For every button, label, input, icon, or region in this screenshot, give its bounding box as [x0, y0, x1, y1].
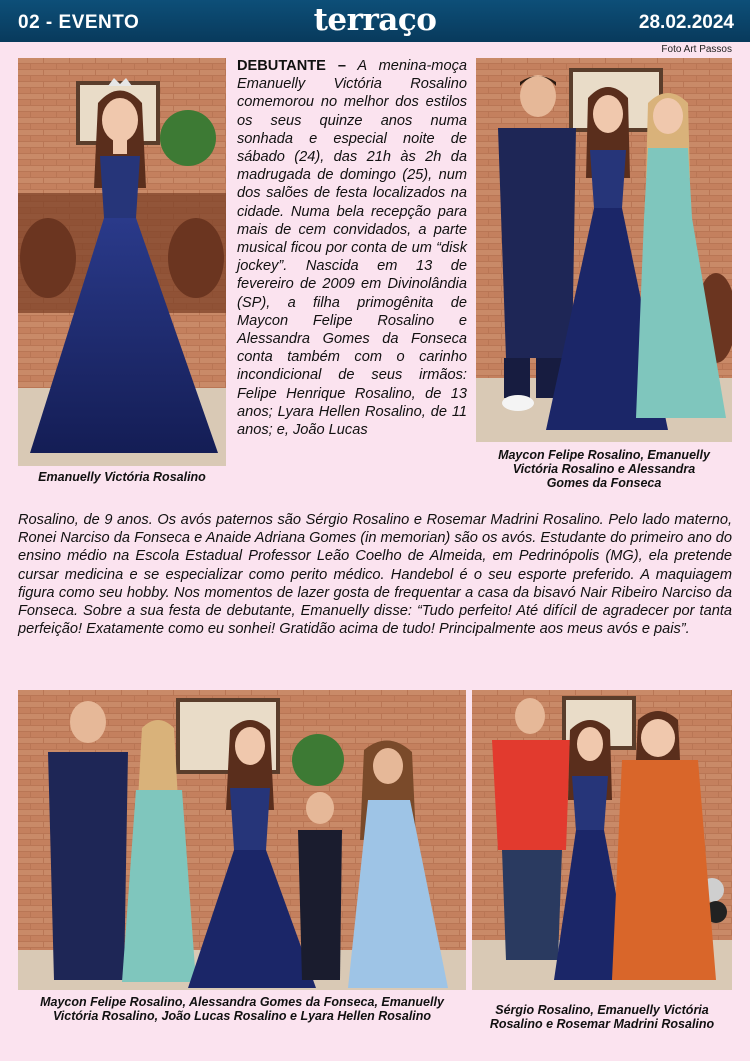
photo-family	[18, 690, 466, 990]
page-header	[0, 0, 750, 42]
photo-grandparents	[472, 690, 732, 990]
article-column-text: A menina-moça Emanuelly Victória Rosalino comemorou no melhor dos estilos os seus quinze anos numa sonhada e especial noite de sábado (24), das 21h às 2h da madrugada de domingo (25), num dos salões de festa localizados na cidade. Numa bela recepção para mais de cem convidados, a parte musical ficou por conta de um “disk jockey”. Nascida em 13 de fevereiro de 2009 em Divinolândia (SP), a filha primogênita de Maycon Felipe Rosalino e Alessandra Gomes da Fonseca conta também com o carinho incondicional de seus irmãos: Felipe Henrique Rosalino, de 13 anos; Lyara Hellen Rosalino, de 11 anos; e, João Lucas	[237, 58, 467, 439]
grandparents-photo-image	[472, 690, 732, 990]
photo-parents-debutante	[476, 58, 732, 442]
issue-date: 28.02.2024	[638, 12, 734, 33]
debutante-photo-image	[18, 58, 226, 466]
article-lead: DEBUTANTE –	[237, 58, 346, 74]
caption-photo3: Maycon Felipe Rosalino, Alessandra Gomes da Fonseca, Emanuelly Victória Rosalino, João Lucas Rosalino e Lyara Hellen Rosalino	[40, 995, 444, 1023]
newspaper-logo: terraço	[313, 2, 437, 38]
caption-photo4: Sérgio Rosalino, Emanuelly Victória Rosalino e Rosemar Madrini Rosalino	[489, 1003, 715, 1031]
article-column	[237, 57, 467, 439]
article-continuation: Rosalino, de 9 anos. Os avós paternos são Sérgio Rosalino e Rosemar Madrini Rosalino. Pelo lado materno, Ronei Narciso da Fonseca e Anaide Adriana Gomes (in memorian) são os avós. Estudante do primeiro ano do ensino médio na Escola Estadual Professor Leão Coelho de Almeida, em Pedrinópolis (MG), ela pretende cursar medicina e se especializar como perito médico. Handebol é o seu esporte preferido. A maquiagem figura como seu hobby. Nos momentos de lazer gosta de frequentar a casa da bisavó Nair Ribeiro Narciso da Fonseca. Sobre a sua festa de debutante, Emanuelly disse: “Tudo perfeito! Até difícil de agradecer por tanta perfeição! Exatamente como eu sonhei! Gratidão acima de tudo! Principalmente aos meus avós e pais”.	[18, 512, 732, 638]
caption-photo2: Maycon Felipe Rosalino, Emanuelly Victória Rosalino e Alessandra Gomes da Fonseca	[498, 448, 710, 490]
parents-photo-image	[476, 58, 732, 442]
photo-debutante	[18, 58, 226, 466]
caption-photo1: Emanuelly Victória Rosalino	[38, 470, 206, 484]
section-label: 02 - EVENTO	[18, 12, 140, 33]
photo-credit: Foto Art Passos	[661, 44, 732, 55]
family-photo-image	[18, 690, 466, 990]
